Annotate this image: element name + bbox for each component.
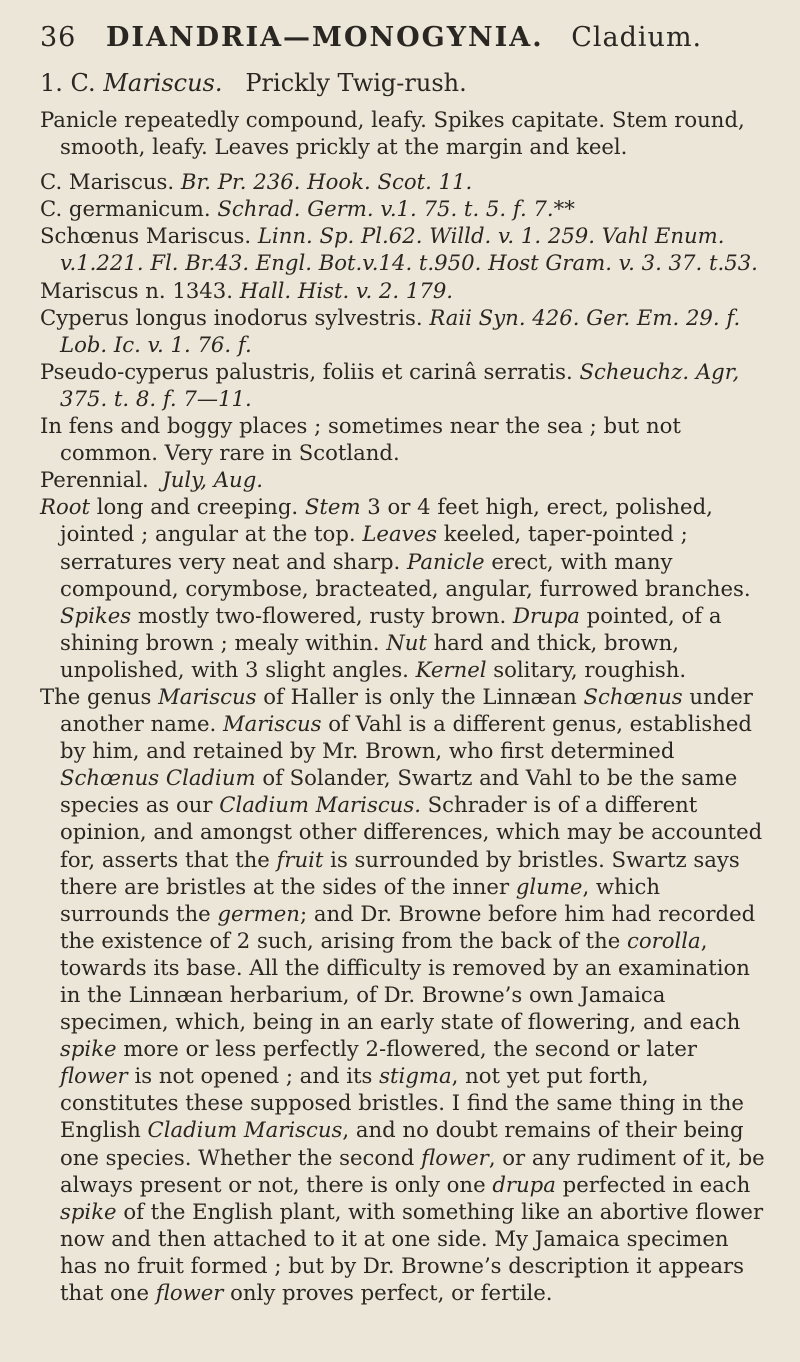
synonym-name: C. Mariscus.	[40, 169, 175, 195]
discussion-text-run: ; and Dr. Browne before him had recorded the existence of 2 such, arising from the back of the	[60, 900, 756, 953]
synonym-reference: Hall. Hist. v. 2. 179.	[239, 277, 454, 303]
discussion-text-run: corolla	[626, 927, 701, 953]
synonym-reference: Schrad. Germ. v.1. 75. t. 5. f. 7.**	[217, 196, 575, 222]
discussion-text-run: Mariscus	[222, 711, 322, 737]
synonym	[40, 168, 770, 195]
discussion-text-run: of Solander, Swartz and Vahl to be the same species as our	[60, 765, 738, 818]
discussion-text-run: under another name.	[60, 683, 753, 737]
duration-type: Perennial.	[40, 467, 149, 493]
discussion-text-run: germen	[217, 900, 300, 926]
description-text-run: Panicle	[407, 548, 485, 574]
discussion-paragraph	[40, 683, 770, 1306]
discussion-text-run: of Vahl is a different genus, established by him, and retained by Mr. Brown, who first determined	[60, 711, 752, 764]
synonym-reference: Linn. Sp. Pl.62. Willd. v. 1. 259. Vahl Enum. v.1.221. Fl. Br.43. Engl. Bot.v.14. t.950. Host Gram. v. 3. 37. t.53.	[60, 223, 758, 276]
discussion-text-run: Schœnus	[583, 683, 683, 709]
habitat: In fens and boggy places ; sometimes near the sea ; but not common. Very rare in Scotland.	[40, 413, 681, 466]
discussion-text-run: Mariscus	[158, 683, 257, 709]
synonym-reference: Raii Syn. 426. Ger. Em. 29. f. Lob. Ic. v. 1. 76. f.	[60, 304, 741, 357]
synonym	[40, 222, 770, 276]
description-text-run: hard and thick, brown, unpolished, with 3 slight angles.	[60, 629, 679, 682]
description-text-run: 3 or 4 feet high, erect, polished, jointed ; angular at the top.	[60, 494, 713, 547]
discussion-text-run: spike	[60, 1198, 117, 1224]
page-number: 36	[40, 22, 77, 53]
discussion-text-run: is not opened ; and its	[127, 1063, 380, 1089]
discussion-text-run: , not yet put forth, constitutes these supposed bristles. I find the same thing in the English	[60, 1063, 744, 1143]
species-common-name: Prickly Twig-rush.	[245, 69, 467, 97]
description-text-run: erect, with many compound, corymbose, bracteated, angular, furrowed branches.	[60, 548, 751, 601]
description-text-run: Drupa	[512, 602, 580, 628]
discussion-text-run: perfected in each	[555, 1171, 751, 1197]
description-text-run: Nut	[386, 629, 427, 655]
page-body	[40, 68, 770, 1306]
discussion-text-run: , or any rudiment of it, be always present or not, there is only one	[60, 1144, 765, 1197]
species-number: 1. C.	[40, 69, 96, 97]
diagnosis: Panicle repeatedly compound, leafy. Spikes capitate. Stem round, smooth, leafy. Leaves prickly at the margin and keel.	[40, 107, 745, 160]
discussion-text-run: is surrounded by bristles. Swartz says there are bristles at the sides of the inner	[60, 846, 740, 899]
description-text-run: long and creeping.	[89, 494, 305, 520]
synonym-reference: Br. Pr. 236. Hook. Scot. 11.	[180, 169, 473, 195]
discussion-text-run: Schœnus Cladium	[60, 765, 256, 791]
discussion-text-run: , and no doubt remains of their being one species. Whether the second	[60, 1117, 744, 1170]
description-text-run: solitary, roughish.	[486, 656, 687, 682]
discussion-text-run: only proves perfect, or fertile.	[223, 1280, 553, 1306]
synonym-name: C. germanicum.	[40, 196, 211, 222]
running-header	[40, 22, 780, 53]
description-text-run: Spikes	[60, 602, 132, 628]
header-genus: Cladium.	[571, 22, 703, 53]
synonym	[40, 358, 770, 412]
synonym	[40, 277, 770, 304]
discussion-text-run: flower	[421, 1144, 489, 1170]
discussion-text-run: , towards its base. All the difficulty is removed by an examination in the Linnæan herbarium, of Dr. Browne’s own Jamaica specimen, which, being in an early state of flowering, and each	[60, 927, 750, 1035]
synonym	[40, 304, 770, 358]
discussion-text-run: of Haller is only the Linnæan	[256, 683, 584, 709]
discussion-text-run: of the English plant, with something like an abortive flower now and then attached to it at one side. My Jamaica specimen has no fruit formed ; but by Dr. Browne’s description it appears that one	[60, 1198, 764, 1306]
synonym-name: Schœnus Mariscus.	[40, 223, 252, 249]
description-text-run: mostly two-flowered, rusty brown.	[131, 602, 513, 628]
synonym-name: Pseudo-cyperus palustris, foliis et carinâ serratis.	[40, 358, 573, 384]
discussion-text-run: more or less perfectly 2-flowered, the second or later	[116, 1036, 697, 1062]
discussion-text-run: Schrader is of a different opinion, and amongst other differences, which may be accounted for, asserts that the	[60, 792, 763, 872]
description-text-run: Stem	[304, 494, 361, 520]
synonym-name: Mariscus n. 1343.	[40, 277, 233, 303]
duration	[40, 466, 770, 493]
discussion-text-run: glume	[515, 873, 583, 899]
description-paragraph	[40, 493, 770, 683]
discussion-text-run: drupa	[492, 1171, 556, 1197]
description-text-run: pointed, of a shining brown ; mealy within.	[60, 602, 722, 655]
description-text-run: Root	[40, 494, 90, 520]
species-name: Mariscus.	[103, 69, 223, 97]
description-text-run: Kernel	[415, 656, 487, 682]
discussion-text-run: spike	[60, 1036, 117, 1062]
description-text-run: keeled, taper-pointed ; serratures very neat and sharp.	[60, 521, 688, 574]
synonym-list	[40, 168, 770, 412]
discussion-text-run: , which surrounds the	[60, 873, 660, 926]
synonym-reference: Scheuchz. Agr, 375. t. 8. f. 7—11.	[60, 358, 740, 411]
discussion-text-run: stigma	[379, 1063, 452, 1089]
discussion-text-run: The genus	[40, 683, 159, 709]
discussion-text-run: Cladium Mariscus	[147, 1117, 343, 1143]
discussion-text-run: flower	[60, 1063, 128, 1089]
synonym-name: Cyperus longus inodorus sylvestris.	[40, 304, 423, 330]
flowering-months: July, Aug.	[162, 467, 264, 493]
discussion-text-run: flower	[155, 1280, 224, 1306]
species-heading	[40, 68, 770, 98]
synonym	[40, 195, 770, 222]
discussion-text-run: fruit	[276, 846, 324, 872]
header-title: DIANDRIA—MONOGYNIA.	[105, 22, 544, 53]
description-text-run: Leaves	[362, 521, 437, 547]
discussion-text-run: Cladium Mariscus.	[219, 792, 421, 818]
